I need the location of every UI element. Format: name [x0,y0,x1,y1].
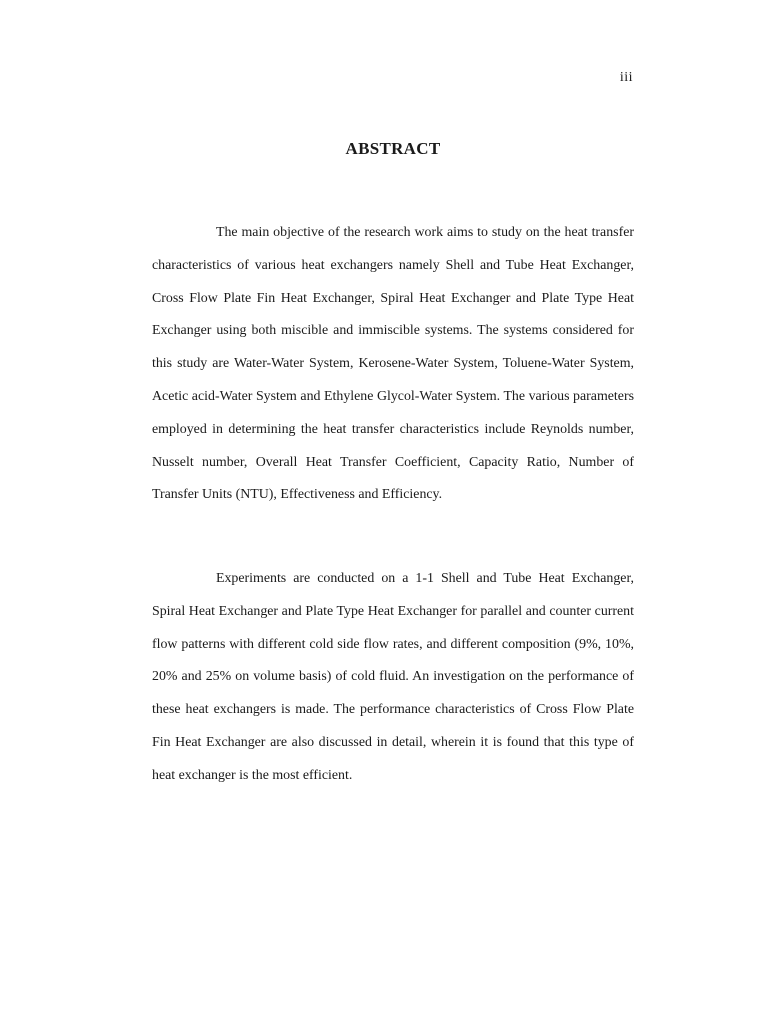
abstract-heading: ABSTRACT [345,139,441,158]
paragraph-text: The main objective of the research work aims to study on the heat transfer characteristics of various heat exchangers namely Shell and Tube Heat Exchanger, Cross Flow Plate Fin Heat Exchanger, Spiral Heat Exchanger and Plate Type Heat Exchanger using both miscible and immiscible systems. The systems considered for this study are Water-Water System, Kerosene-Water System, Toluene-Water System, Acetic acid-Water System and Ethylene Glycol-Water System. The various parameters employed in determining the heat transfer characteristics include Reynolds number, Nusselt number, Overall Heat Transfer Coefficient, Capacity Ratio, Number of Transfer Units (NTU), Effectiveness and Efficiency. [152,225,634,503]
abstract-paragraph-2 [152,563,634,793]
page-number: iii [619,70,633,85]
abstract-paragraph-1 [152,217,634,512]
paragraph-text: Experiments are conducted on a 1-1 Shell and Tube Heat Exchanger, Spiral Heat Exchanger and Plate Type Heat Exchanger for parallel and counter current flow patterns with different cold side flow rates, and different composition (9%, 10%, 20% and 25% on volume basis) of cold fluid. An investigation on the performance of these heat exchangers is made. The performance characteristics of Cross Flow Plate Fin Heat Exchanger are also discussed in detail, wherein it is found that this type of heat exchanger is the most efficient. [152,571,634,783]
